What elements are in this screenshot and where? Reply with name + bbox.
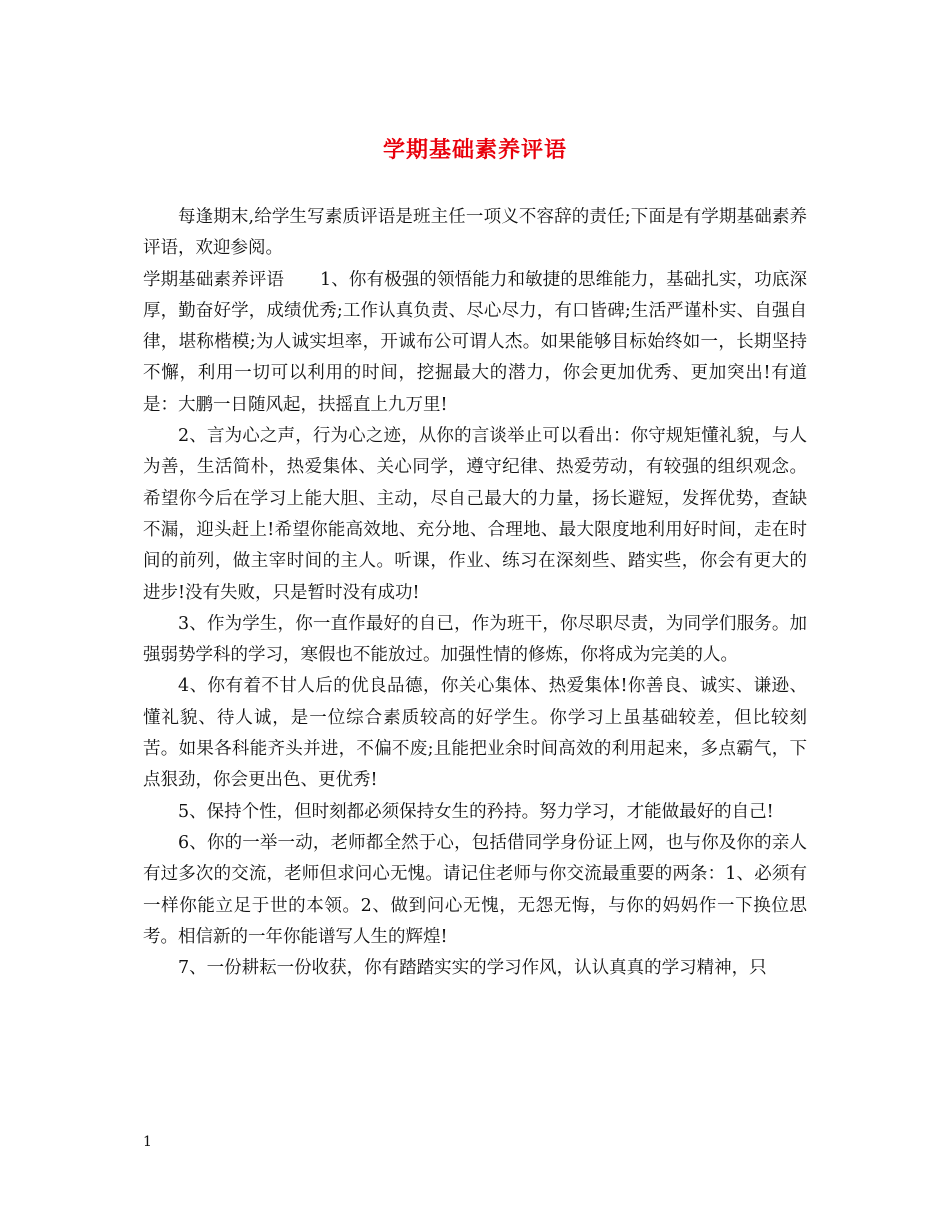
comment-item-1: 1、你有极强的领悟能力和敏捷的思维能力，基础扎实，功底深厚，勤奋好学，成绩优秀;工作认真负责、尽心尽力，有口皆碑;生活严谨朴实、自强自律，堪称楷模;为人诚实坦率，开诚布公可谓人杰。如果能够目标始终如一，长期坚持不懈，利用一切可以利用的时间，挖掘最大的潜力，你会更加优秀、更加突出!有道是：大鹏一日随风起，扶摇直上九万里! (143, 269, 807, 415)
comment-item-4: 4、你有着不甘人后的优良品德，你关心集体、热爱集体!你善良、诚实、谦逊、懂礼貌、待人诚，是一位综合素质较高的好学生。你学习上虽基础较差，但比较刻苦。如果各科能齐头并进，不偏不废;且能把业余时间高效的利用起来，多点霸气，下点狠劲，你会更出色、更优秀! (143, 676, 807, 791)
page-number: 1 (143, 1134, 152, 1150)
intro-paragraph: 每逢期末,给学生写素质评语是班主任一项义不容辞的责任;下面是有学期基础素养评语，欢迎参阅。 (143, 207, 807, 259)
comment-item-3: 3、作为学生，你一直作最好的自已，作为班干，你尽职尽责，为同学们服务。加强弱势学科的学习，寒假也不能放过。加强性情的修炼，你将成为完美的人。 (143, 613, 807, 666)
document-body (143, 202, 807, 984)
comment-item-7: 7、一份耕耘一份收获，你有踏踏实实的学习作风，认认真真的学习精神，只 (178, 958, 767, 979)
comment-item-2: 2、言为心之声，行为心之迹，从你的言谈举止可以看出：你守规矩懂礼貌，与人为善，生活简朴，热爱集体、关心同学，遵守纪律、热爱劳动，有较强的组织观念。希望你今后在学习上能大胆、主动，尽自己最大的力量，扬长避短，发挥优势，查缺不漏，迎头赶上!希望你能高效地、充分地、合理地、最大限度地利用好时间，走在时间的前列，做主宰时间的主人。听课，作业、练习在深刻些、踏实些，你会有更大的进步!没有失败，只是暂时没有成功! (143, 426, 807, 603)
comment-item-6: 6、你的一举一动，老师都全然于心，包括借同学身份证上网，也与你及你的亲人有过多次的交流，老师但求问心无愧。请记住老师与你交流最重要的两条：1、必须有一样你能立足于世的本领。2、做到问心无愧，无怨无悔，与你的妈妈作一下换位思考。相信新的一年你能谱写人生的辉煌! (143, 832, 807, 947)
document-title: 学期基础素养评语 (382, 137, 567, 163)
comment-item-5: 5、保持个性，但时刻都必须保持女生的矜持。努力学习，才能做最好的自己! (178, 801, 774, 822)
section-paragraph-1 (143, 265, 807, 421)
section-heading: 学期基础素养评语 (143, 269, 284, 290)
